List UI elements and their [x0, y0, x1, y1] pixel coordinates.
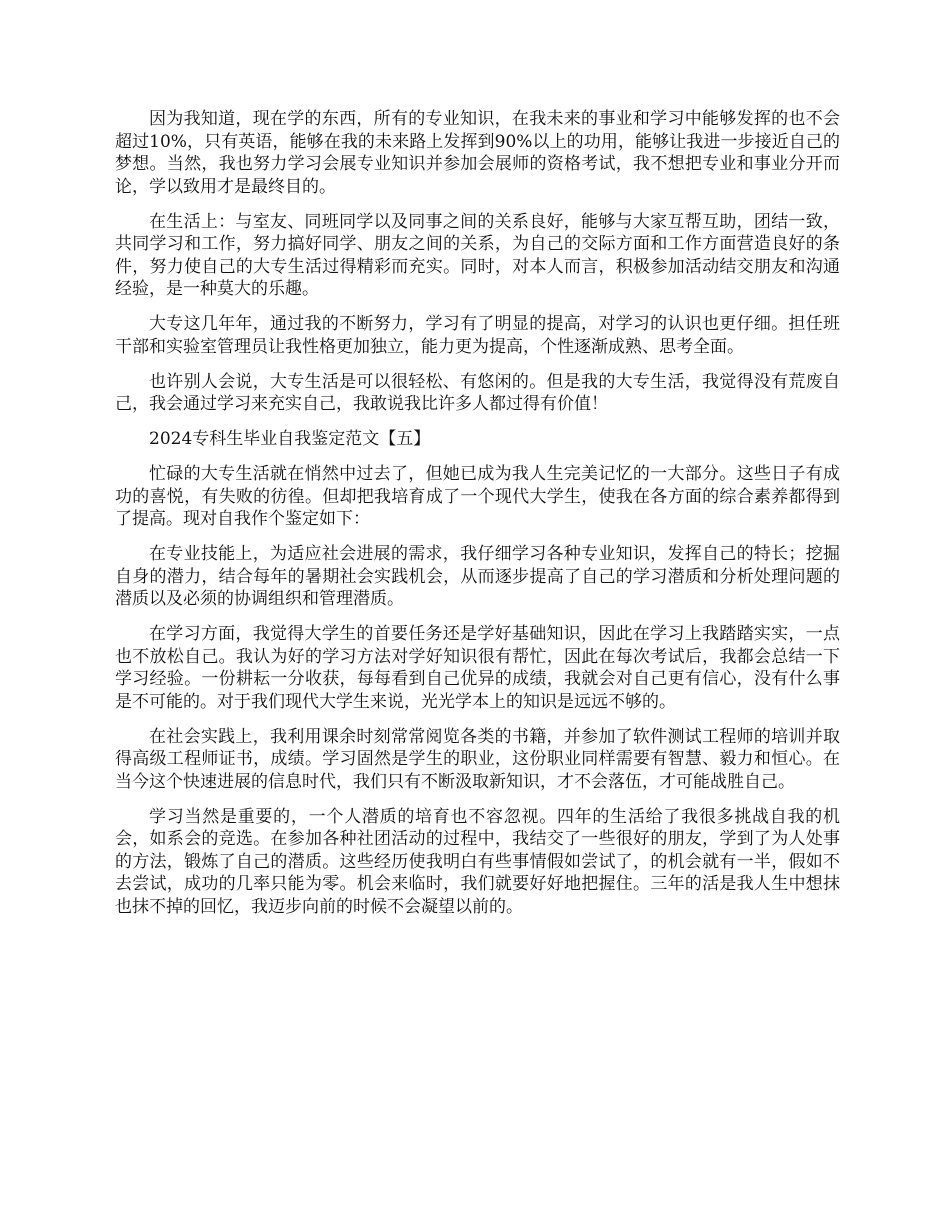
paragraph: 在生活上：与室友、同班同学以及同事之间的关系良好，能够与大家互帮互助，团结一致，共同学习和工作，努力搞好同学、朋友之间的关系，为自己的交际方面和工作方面营造良好的条件，努力使自己的大专生活过得精彩而充实。同时，对本人而言，积极参加活动结交朋友和沟通经验，是一种莫大的乐趣。 — [115, 211, 840, 299]
paragraph: 大专这几年年，通过我的不断努力，学习有了明显的提高，对学习的认识也更仔细。担任班干部和实验室管理员让我性格更加独立，能力更为提高，个性逐渐成熟、思考全面。 — [115, 314, 840, 357]
paragraph: 在专业技能上，为适应社会进展的需求，我仔细学习各种专业知识，发挥自己的特长；挖掘自身的潜力，结合每年的暑期社会实践机会，从而逐步提高了自己的学习潜质和分析处理问题的潜质以及必须的协调组织和管理潜质。 — [115, 544, 840, 609]
paragraph: 在学习方面，我觉得大学生的首要任务还是学好基础知识，因此在学习上我踏踏实实，一点也不放松自己。我认为好的学习方法对学好知识很有帮忙，因此在每次考试后，我都会总结一下学习经验。一份耕耘一分收获，每每看到自己优异的成绩，我就会对自己更有信心，没有什么事是不可能的。对于我们现代大学生来说，光光学本上的知识是远远不够的。 — [115, 624, 840, 712]
paragraph: 也许别人会说，大专生活是可以很轻松、有悠闲的。但是我的大专生活，我觉得没有荒废自己，我会通过学习来充实自己，我敢说我比许多人都过得有价值！ — [115, 371, 840, 414]
paragraph: 在社会实践上，我利用课余时刻常常阅览各类的书籍，并参加了软件测试工程师的培训并取得高级工程师证书，成绩。学习固然是学生的职业，这份职业同样需要有智慧、毅力和恒心。在当今这个快速进展的信息时代，我们只有不断汲取新知识，才不会落伍，才可能战胜自己。 — [115, 726, 840, 792]
paragraph: 因为我知道，现在学的东西，所有的专业知识，在我未来的事业和学习中能够发挥的也不会超过10%，只有英语，能够在我的未来路上发挥到90%以上的功用，能够让我进一步接近自己的梦想。当然，我也努力学习会展专业知识并参加会展师的资格考试，我不想把专业和事业分开而论，学以致用才是最终目的。 — [115, 109, 840, 197]
document-body — [115, 108, 840, 931]
section-heading: 2024专科生毕业自我鉴定范文【五】 — [149, 429, 431, 449]
paragraph: 忙碌的大专生活就在悄然中过去了，但她已成为我人生完美记忆的一大部分。这些日子有成功的喜悦，有失败的彷徨。但却把我培育成了一个现代大学生，使我在各方面的综合素养都得到了提高。现对自我作个鉴定如下： — [115, 464, 840, 529]
paragraph: 学习当然是重要的，一个人潜质的培育也不容忽视。四年的生活给了我很多挑战自我的机会，如系会的竞选。在参加各种社团活动的过程中，我结交了一些很好的朋友，学到了为人处事的方法，锻炼了自己的潜质。这些经历使我明白有些事情假如尝试了，的机会就有一半，假如不去尝试，成功的几率只能为零。机会来临时，我们就要好好地把握住。三年的活是我人生中想抹也抹不掉的回忆，我迈步向前的时候不会凝望以前的。 — [115, 806, 840, 917]
